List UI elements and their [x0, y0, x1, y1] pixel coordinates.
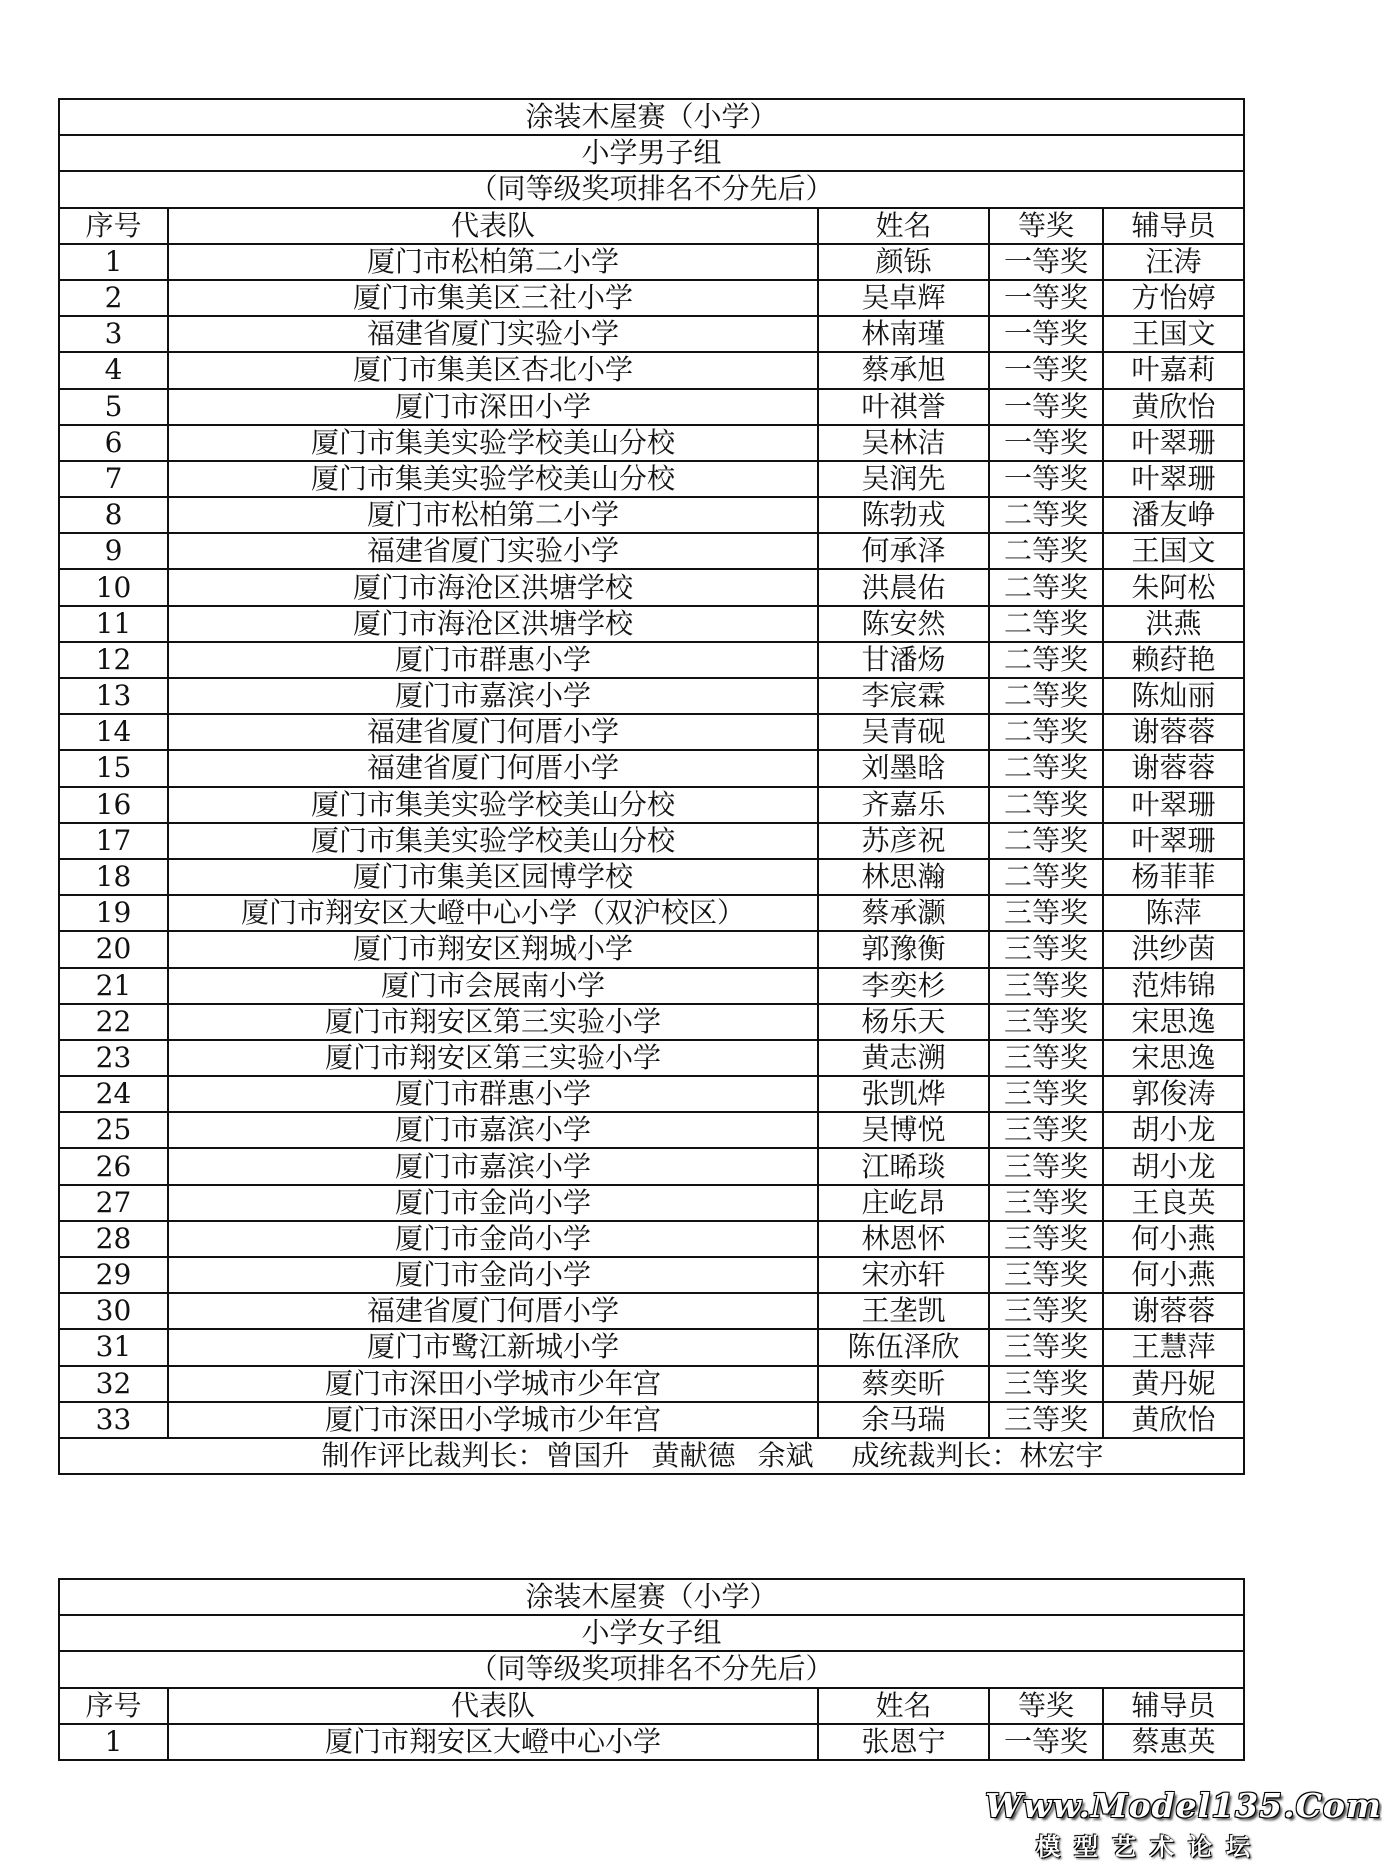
cell-name: 庄屹昂	[818, 1185, 989, 1221]
referee-footer	[59, 1438, 1244, 1474]
cell-coach: 宋思逸	[1103, 1004, 1244, 1040]
cell-name: 陈伍泽欣	[818, 1329, 989, 1365]
cell-coach: 王良英	[1103, 1185, 1244, 1221]
watermark-url: Www.Model135.Com	[985, 1786, 1382, 1825]
table-row	[59, 714, 1244, 750]
girls-award-table	[58, 1578, 1245, 1761]
cell-award: 三等奖	[989, 1402, 1103, 1438]
table-row	[59, 750, 1244, 786]
cell-index: 17	[59, 823, 168, 859]
cell-award: 二等奖	[989, 606, 1103, 642]
cell-name: 吴林洁	[818, 425, 989, 461]
cell-team: 厦门市嘉滨小学	[168, 678, 818, 714]
cell-index: 11	[59, 606, 168, 642]
table-row	[59, 1112, 1244, 1148]
cell-team: 厦门市深田小学城市少年宫	[168, 1366, 818, 1402]
cell-name: 何承泽	[818, 533, 989, 569]
header-award: 等奖	[989, 208, 1103, 244]
cell-index: 1	[59, 1724, 168, 1760]
header-row	[59, 1688, 1244, 1724]
cell-team: 福建省厦门何厝小学	[168, 714, 818, 750]
cell-index: 3	[59, 316, 168, 352]
cell-team: 厦门市翔安区大嶝中心小学	[168, 1724, 818, 1760]
cell-name: 蔡承旭	[818, 352, 989, 388]
cell-name: 颜铄	[818, 244, 989, 280]
cell-team: 厦门市深田小学城市少年宫	[168, 1402, 818, 1438]
judge-2: 黄献德	[651, 1439, 736, 1473]
cell-index: 22	[59, 1004, 168, 1040]
cell-name: 陈安然	[818, 606, 989, 642]
table-row	[59, 1221, 1244, 1257]
cell-award: 三等奖	[989, 1366, 1103, 1402]
cell-team: 厦门市翔安区第三实验小学	[168, 1040, 818, 1076]
cell-award: 一等奖	[989, 425, 1103, 461]
cell-coach: 宋思逸	[1103, 1040, 1244, 1076]
cell-coach: 范炜锦	[1103, 968, 1244, 1004]
cell-name: 刘墨晗	[818, 750, 989, 786]
cell-team: 厦门市松柏第二小学	[168, 497, 818, 533]
table-row	[59, 931, 1244, 967]
table-title: 涂装木屋赛（小学）	[59, 99, 1244, 135]
cell-name: 李奕杉	[818, 968, 989, 1004]
header-row	[59, 208, 1244, 244]
cell-name: 林恩怀	[818, 1221, 989, 1257]
cell-team: 厦门市鹭江新城小学	[168, 1329, 818, 1365]
cell-award: 二等奖	[989, 750, 1103, 786]
cell-award: 三等奖	[989, 1293, 1103, 1329]
table-row	[59, 1366, 1244, 1402]
header-team: 代表队	[168, 208, 818, 244]
cell-index: 8	[59, 497, 168, 533]
cell-coach: 谢蓉蓉	[1103, 1293, 1244, 1329]
cell-index: 10	[59, 569, 168, 605]
cell-team: 厦门市集美区杏北小学	[168, 352, 818, 388]
cell-team: 厦门市嘉滨小学	[168, 1112, 818, 1148]
group-title: 小学男子组	[59, 135, 1244, 171]
cell-team: 厦门市金尚小学	[168, 1185, 818, 1221]
cell-name: 吴青砚	[818, 714, 989, 750]
table-row	[59, 244, 1244, 280]
cell-index: 21	[59, 968, 168, 1004]
cell-name: 吴博悦	[818, 1112, 989, 1148]
cell-team: 厦门市集美区三社小学	[168, 280, 818, 316]
ranking-note: （同等级奖项排名不分先后）	[59, 171, 1244, 207]
cell-award: 一等奖	[989, 316, 1103, 352]
cell-coach: 谢蓉蓉	[1103, 714, 1244, 750]
cell-index: 18	[59, 859, 168, 895]
table-title: 涂装木屋赛（小学）	[59, 1579, 1244, 1615]
cell-team: 厦门市海沧区洪塘学校	[168, 606, 818, 642]
cell-name: 杨乐天	[818, 1004, 989, 1040]
table-row	[59, 425, 1244, 461]
cell-award: 三等奖	[989, 1257, 1103, 1293]
cell-award: 三等奖	[989, 1004, 1103, 1040]
cell-name: 张凯烨	[818, 1076, 989, 1112]
cell-team: 厦门市翔安区翔城小学	[168, 931, 818, 967]
cell-name: 陈勃戎	[818, 497, 989, 533]
cell-team: 厦门市集美实验学校美山分校	[168, 461, 818, 497]
cell-index: 2	[59, 280, 168, 316]
table-row	[59, 823, 1244, 859]
cell-index: 27	[59, 1185, 168, 1221]
cell-coach: 王国文	[1103, 533, 1244, 569]
header-team: 代表队	[168, 1688, 818, 1724]
table-row	[59, 678, 1244, 714]
cell-team: 厦门市群惠小学	[168, 642, 818, 678]
cell-index: 28	[59, 1221, 168, 1257]
table-row	[59, 280, 1244, 316]
table-row	[59, 1293, 1244, 1329]
cell-name: 宋亦轩	[818, 1257, 989, 1293]
cell-name: 林南瑾	[818, 316, 989, 352]
cell-coach: 洪纱茵	[1103, 931, 1244, 967]
watermark-subtitle: 模型艺术论坛	[1036, 1833, 1264, 1861]
cell-name: 蔡承灏	[818, 895, 989, 931]
cell-coach: 杨菲菲	[1103, 859, 1244, 895]
cell-index: 20	[59, 931, 168, 967]
table-row	[59, 1402, 1244, 1438]
header-name: 姓名	[818, 208, 989, 244]
header-coach: 辅导员	[1103, 1688, 1244, 1724]
cell-team: 厦门市集美区园博学校	[168, 859, 818, 895]
judge-3: 余斌	[757, 1439, 814, 1473]
cell-index: 9	[59, 533, 168, 569]
cell-coach: 谢蓉蓉	[1103, 750, 1244, 786]
header-award: 等奖	[989, 1688, 1103, 1724]
cell-coach: 叶翠珊	[1103, 787, 1244, 823]
table-row	[59, 1257, 1244, 1293]
site-watermark	[985, 1786, 1382, 1862]
cell-name: 李宸霖	[818, 678, 989, 714]
cell-award: 二等奖	[989, 823, 1103, 859]
cell-index: 12	[59, 642, 168, 678]
cell-award: 三等奖	[989, 1221, 1103, 1257]
table-row	[59, 352, 1244, 388]
cell-team: 厦门市嘉滨小学	[168, 1148, 818, 1184]
cell-award: 二等奖	[989, 533, 1103, 569]
cell-name: 郭豫衡	[818, 931, 989, 967]
cell-name: 甘潘炀	[818, 642, 989, 678]
cell-coach: 方怡婷	[1103, 280, 1244, 316]
cell-name: 林思瀚	[818, 859, 989, 895]
table-row	[59, 533, 1244, 569]
table-row	[59, 1076, 1244, 1112]
cell-coach: 叶嘉莉	[1103, 352, 1244, 388]
table-row	[59, 606, 1244, 642]
cell-award: 三等奖	[989, 1148, 1103, 1184]
score-judge: 林宏宇	[1019, 1439, 1104, 1473]
cell-coach: 叶翠珊	[1103, 425, 1244, 461]
cell-team: 厦门市群惠小学	[168, 1076, 818, 1112]
cell-coach: 郭俊涛	[1103, 1076, 1244, 1112]
cell-award: 一等奖	[989, 244, 1103, 280]
cell-award: 三等奖	[989, 1112, 1103, 1148]
table-row	[59, 895, 1244, 931]
cell-index: 16	[59, 787, 168, 823]
table-row	[59, 316, 1244, 352]
cell-index: 14	[59, 714, 168, 750]
table-row	[59, 461, 1244, 497]
cell-award: 二等奖	[989, 678, 1103, 714]
cell-coach: 潘友峥	[1103, 497, 1244, 533]
table-row	[59, 859, 1244, 895]
cell-team: 厦门市松柏第二小学	[168, 244, 818, 280]
cell-award: 三等奖	[989, 931, 1103, 967]
cell-coach: 何小燕	[1103, 1257, 1244, 1293]
cell-index: 5	[59, 389, 168, 425]
table-row	[59, 1040, 1244, 1076]
cell-name: 洪晨佑	[818, 569, 989, 605]
cell-award: 二等奖	[989, 787, 1103, 823]
cell-index: 13	[59, 678, 168, 714]
cell-name: 吴卓辉	[818, 280, 989, 316]
cell-team: 厦门市金尚小学	[168, 1221, 818, 1257]
cell-coach: 叶翠珊	[1103, 823, 1244, 859]
cell-index: 7	[59, 461, 168, 497]
cell-index: 26	[59, 1148, 168, 1184]
cell-name: 苏彦祝	[818, 823, 989, 859]
table-row	[59, 1329, 1244, 1365]
header-index: 序号	[59, 208, 168, 244]
cell-award: 一等奖	[989, 280, 1103, 316]
cell-award: 三等奖	[989, 968, 1103, 1004]
cell-award: 一等奖	[989, 389, 1103, 425]
header-coach: 辅导员	[1103, 208, 1244, 244]
cell-award: 三等奖	[989, 1185, 1103, 1221]
cell-team: 厦门市深田小学	[168, 389, 818, 425]
cell-team: 厦门市集美实验学校美山分校	[168, 425, 818, 461]
cell-coach: 黄丹妮	[1103, 1366, 1244, 1402]
cell-coach: 汪涛	[1103, 244, 1244, 280]
ranking-note: （同等级奖项排名不分先后）	[59, 1651, 1244, 1687]
judge-1: 曾国升	[545, 1439, 630, 1473]
table-row	[59, 968, 1244, 1004]
cell-team: 厦门市会展南小学	[168, 968, 818, 1004]
cell-coach: 陈萍	[1103, 895, 1244, 931]
cell-team: 厦门市金尚小学	[168, 1257, 818, 1293]
cell-team: 福建省厦门何厝小学	[168, 1293, 818, 1329]
cell-award: 三等奖	[989, 1040, 1103, 1076]
cell-index: 32	[59, 1366, 168, 1402]
cell-award: 二等奖	[989, 497, 1103, 533]
cell-coach: 王慧萍	[1103, 1329, 1244, 1365]
referee-footer-row	[59, 1438, 1244, 1474]
cell-index: 25	[59, 1112, 168, 1148]
cell-coach: 叶翠珊	[1103, 461, 1244, 497]
boys-award-table	[58, 98, 1245, 1475]
cell-index: 1	[59, 244, 168, 280]
cell-team: 福建省厦门实验小学	[168, 316, 818, 352]
cell-team: 厦门市翔安区第三实验小学	[168, 1004, 818, 1040]
cell-coach: 胡小龙	[1103, 1148, 1244, 1184]
cell-name: 江晞琰	[818, 1148, 989, 1184]
judge-label: 制作评比裁判长：	[321, 1439, 546, 1473]
cell-coach: 黄欣怡	[1103, 389, 1244, 425]
cell-award: 二等奖	[989, 569, 1103, 605]
table-row	[59, 1148, 1244, 1184]
cell-index: 15	[59, 750, 168, 786]
cell-award: 二等奖	[989, 642, 1103, 678]
cell-coach: 黄欣怡	[1103, 1402, 1244, 1438]
cell-award: 三等奖	[989, 1076, 1103, 1112]
group-title: 小学女子组	[59, 1615, 1244, 1651]
cell-coach: 胡小龙	[1103, 1112, 1244, 1148]
table-row	[59, 787, 1244, 823]
cell-coach: 蔡惠英	[1103, 1724, 1244, 1760]
cell-index: 33	[59, 1402, 168, 1438]
cell-index: 19	[59, 895, 168, 931]
cell-award: 二等奖	[989, 714, 1103, 750]
cell-name: 王垄凯	[818, 1293, 989, 1329]
cell-name: 黄志溯	[818, 1040, 989, 1076]
table-row	[59, 497, 1244, 533]
cell-team: 厦门市集美实验学校美山分校	[168, 787, 818, 823]
table-row	[59, 389, 1244, 425]
header-name: 姓名	[818, 1688, 989, 1724]
cell-coach: 何小燕	[1103, 1221, 1244, 1257]
cell-team: 厦门市翔安区大嶝中心小学（双沪校区）	[168, 895, 818, 931]
cell-name: 叶祺誉	[818, 389, 989, 425]
cell-coach: 王国文	[1103, 316, 1244, 352]
table-row	[59, 569, 1244, 605]
score-label: 成统裁判长：	[851, 1439, 1020, 1473]
cell-award: 三等奖	[989, 895, 1103, 931]
cell-name: 齐嘉乐	[818, 787, 989, 823]
cell-index: 30	[59, 1293, 168, 1329]
cell-name: 蔡奕昕	[818, 1366, 989, 1402]
cell-award: 二等奖	[989, 859, 1103, 895]
table-row	[59, 1724, 1244, 1760]
cell-coach: 洪燕	[1103, 606, 1244, 642]
cell-team: 福建省厦门何厝小学	[168, 750, 818, 786]
table-row	[59, 1004, 1244, 1040]
cell-award: 三等奖	[989, 1329, 1103, 1365]
cell-award: 一等奖	[989, 1724, 1103, 1760]
cell-name: 张恩宁	[818, 1724, 989, 1760]
header-index: 序号	[59, 1688, 168, 1724]
cell-coach: 陈灿丽	[1103, 678, 1244, 714]
cell-index: 23	[59, 1040, 168, 1076]
cell-index: 4	[59, 352, 168, 388]
cell-team: 厦门市海沧区洪塘学校	[168, 569, 818, 605]
cell-coach: 赖荮艳	[1103, 642, 1244, 678]
cell-name: 余马瑞	[818, 1402, 989, 1438]
cell-award: 一等奖	[989, 461, 1103, 497]
cell-index: 31	[59, 1329, 168, 1365]
cell-award: 一等奖	[989, 352, 1103, 388]
table-row	[59, 1185, 1244, 1221]
cell-index: 29	[59, 1257, 168, 1293]
cell-coach: 朱阿松	[1103, 569, 1244, 605]
cell-index: 6	[59, 425, 168, 461]
cell-name: 吴润先	[818, 461, 989, 497]
cell-index: 24	[59, 1076, 168, 1112]
cell-team: 厦门市集美实验学校美山分校	[168, 823, 818, 859]
cell-team: 福建省厦门实验小学	[168, 533, 818, 569]
table-row	[59, 642, 1244, 678]
